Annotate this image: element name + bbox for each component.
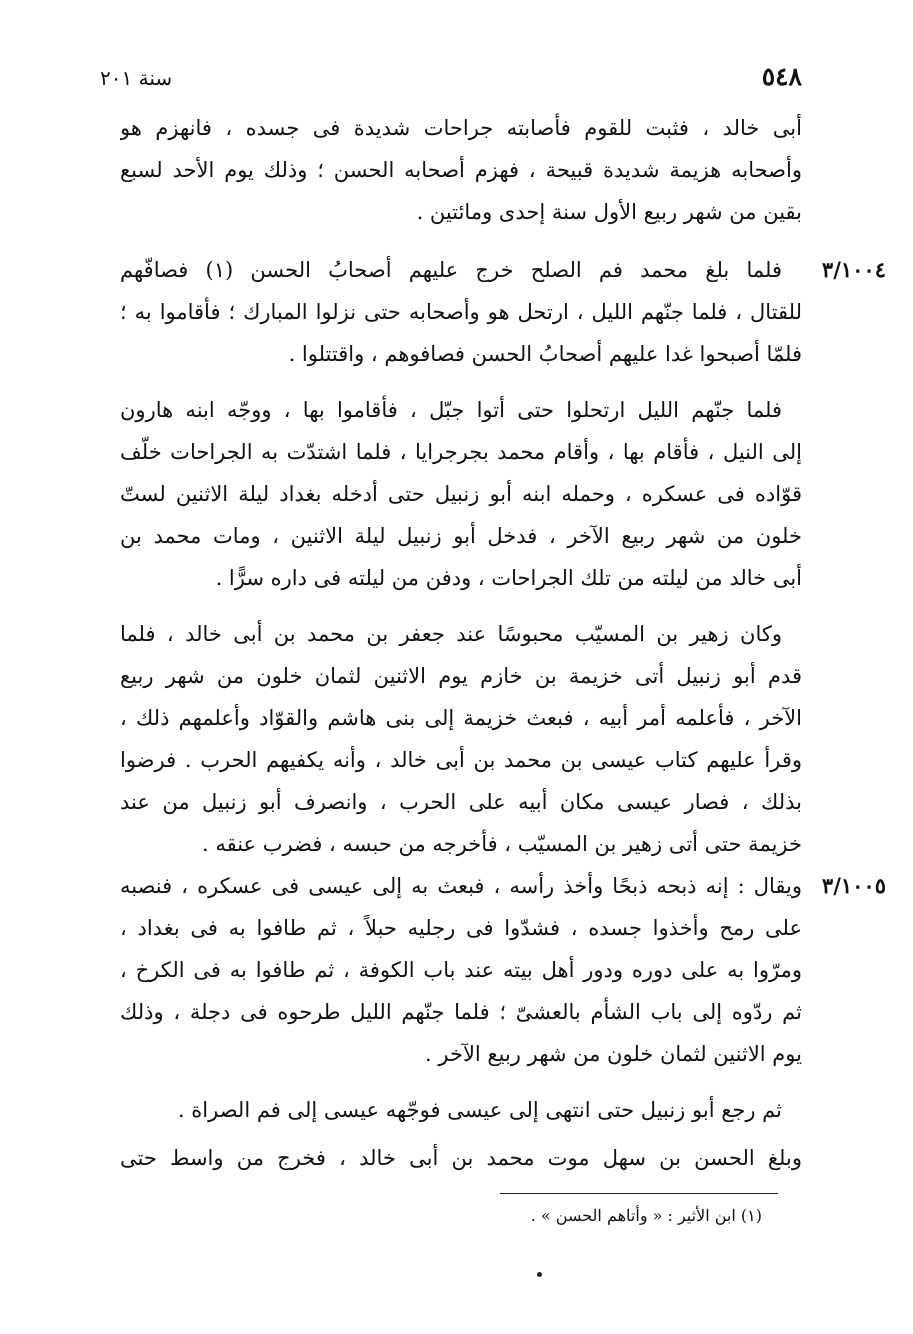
- text-line: وقرأ عليهم كتاب عيسى بن محمد بن أبى خالد ، وأنه يكفيهم الحرب . فرضوا: [120, 748, 802, 772]
- text-line: أبى خالد ، فثبت للقوم فأصابته جراحات شديدة فى جسده ، فانهزم هو: [120, 116, 802, 140]
- text-line: ومرّوا به على دوره ودور أهل بيته عند باب الكوفة ، ثم طافوا به فى الكرخ ،: [120, 958, 802, 982]
- margin-marker: ٣/١٠٠٤: [821, 257, 886, 282]
- text-line: ثم رجع أبو زنبيل حتى انتهى إلى عيسى فوجّهه عيسى إلى فم الصراة .: [177, 1098, 782, 1122]
- text-line: فلما جنّهم الليل ارتحلوا حتى أتوا جبّل ، فأقاموا بها ، ووجّه ابنه هارون: [120, 398, 782, 422]
- text-line: إلى النيل ، فأقام بها ، وأقام محمد بجرجرايا ، فلما اشتدّت به الجراحات خلّف: [120, 440, 802, 464]
- text-line: الآخر ، فأعلمه أمر أبيه ، فبعث خزيمة إلى بنى هاشم والقوّاد وأعلمهم ذلك ،: [120, 706, 802, 730]
- text-line: قدم أبو زنبيل أتى خزيمة بن خازم يوم الاثنين لثمان خلون من شهر ربيع: [120, 664, 802, 688]
- text-line: على رمح وأخذوا جسده ، فشدّوا فى رجليه حبلاً ، ثم طافوا به فى بغداد ،: [120, 916, 802, 940]
- text-line: قوّاده فى عسكره ، وحمله ابنه أبو زنبيل حتى أدخله بغداد ليلة الاثنين لستّ: [120, 482, 802, 506]
- margin-marker: ٣/١٠٠٥: [821, 873, 886, 898]
- text-line: ثم ردّوه إلى باب الشأم بالعشىّ ؛ فلما جنّهم الليل طرحوه فى دجلة ، وذلك: [120, 1000, 802, 1024]
- text-line: فلمّا أصبحوا غدا عليهم أصحابُ الحسن فصافوهم ، واقتتلوا .: [288, 342, 802, 366]
- footnote-separator: [500, 1193, 778, 1194]
- text-line: خلون من شهر ربيع الآخر ، فدخل أبو زنبيل ليلة الاثنين ، ومات محمد بن: [120, 524, 802, 548]
- page-number: ٥٤٨: [761, 62, 802, 91]
- text-line: أبى خالد من ليلته من تلك الجراحات ، ودفن من ليلته فى داره سرًّا .: [215, 566, 802, 590]
- text-line: فلما بلغ محمد فم الصلح خرج عليهم أصحابُ الحسن (١) فصافّهم: [120, 258, 782, 282]
- text-line: بقين من شهر ربيع الأول سنة إحدى ومائتين .: [416, 200, 802, 224]
- text-line: خزيمة حتى أتى زهير بن المسيّب ، فأخرجه من حبسه ، فضرب عنقه .: [201, 832, 802, 856]
- text-line: ويقال : إنه ذبحه ذبحًا وأخذ رأسه ، فبعث به إلى عيسى فى عسكره ، فنصبه: [120, 874, 802, 898]
- text-line: وأصحابه هزيمة شديدة قبيحة ، فهزم أصحابه الحسن ؛ وذلك يوم الأحد لسبع: [120, 158, 802, 182]
- footnote: (١) ابن الأثير : « وأتاهم الحسن » .: [530, 1206, 762, 1225]
- text-line: وكان زهير بن المسيّب محبوسًا عند جعفر بن محمد بن أبى خالد ، فلما: [120, 622, 782, 646]
- text-line: للقتال ، فلما جنّهم الليل ، ارتحل هو وأصحابه حتى نزلوا المبارك ؛ فأقاموا به ؛: [120, 300, 802, 324]
- text-line: بذلك ، فصار عيسى مكان أبيه على الحرب ، وانصرف أبو زنبيل من عند: [120, 790, 802, 814]
- text-line: يوم الاثنين لثمان خلون من شهر ربيع الآخر .: [425, 1042, 802, 1066]
- text-line: وبلغ الحسن بن سهل موت محمد بن أبى خالد ، فخرج من واسط حتى: [120, 1146, 802, 1170]
- running-title: سنة ٢٠١: [100, 66, 173, 90]
- printer-dot: [537, 1272, 542, 1277]
